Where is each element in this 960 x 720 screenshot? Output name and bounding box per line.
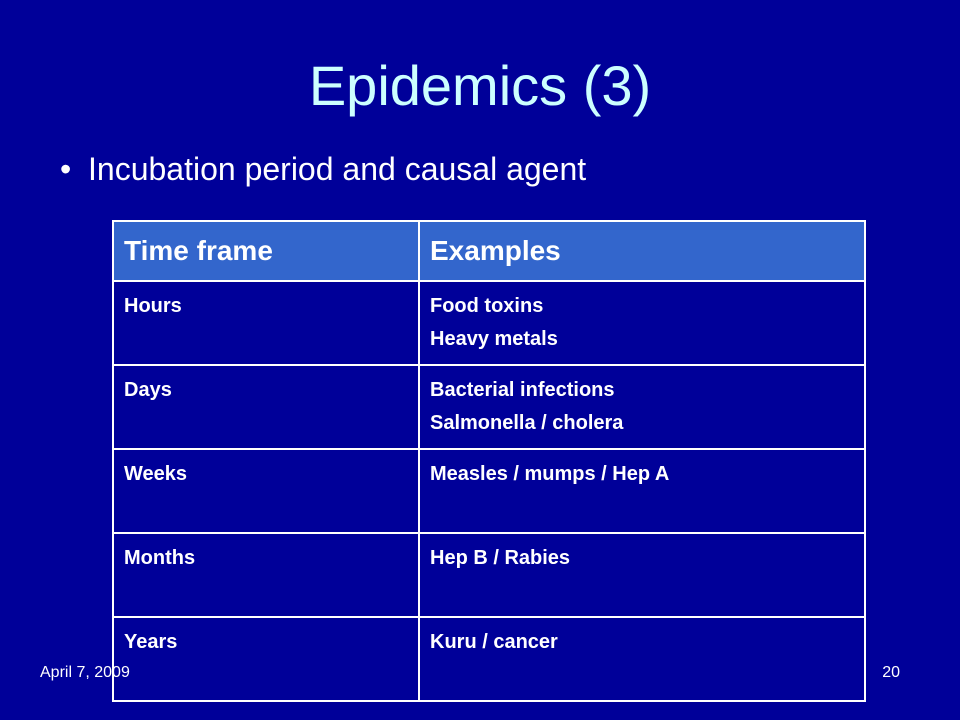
example-line: Salmonella / cholera — [430, 412, 624, 434]
example-line: Bacterial infections — [430, 379, 615, 401]
example-line: Measles / mumps / Hep A — [430, 463, 670, 485]
time-cell: Years — [113, 617, 419, 701]
examples-cell — [419, 533, 865, 617]
table-row — [113, 449, 865, 533]
table-row — [113, 617, 865, 701]
examples-cell — [419, 281, 865, 365]
table-header-row — [113, 221, 865, 281]
bullet-text: Incubation period and causal agent — [88, 151, 587, 187]
slide-title: Epidemics (3) — [308, 54, 652, 117]
time-cell: Months — [113, 533, 419, 617]
incubation-table — [112, 220, 866, 702]
header-examples: Examples — [419, 221, 865, 281]
slide-number: 20 — [882, 664, 900, 681]
time-cell: Weeks — [113, 449, 419, 533]
example-line: Hep B / Rabies — [430, 547, 571, 569]
table-row — [113, 365, 865, 449]
header-time-frame: Time frame — [113, 221, 419, 281]
time-cell: Days — [113, 365, 419, 449]
table-row — [113, 533, 865, 617]
example-line: Heavy metals — [430, 328, 558, 350]
table-row — [113, 281, 865, 365]
footer-date: April 7, 2009 — [40, 664, 130, 681]
time-cell: Hours — [113, 281, 419, 365]
examples-cell — [419, 617, 865, 701]
examples-cell — [419, 449, 865, 533]
example-line: Food toxins — [430, 295, 544, 317]
examples-cell — [419, 365, 865, 449]
bullet-item — [60, 150, 586, 188]
bullet-marker: • — [60, 151, 72, 187]
example-line: Kuru / cancer — [430, 631, 558, 653]
